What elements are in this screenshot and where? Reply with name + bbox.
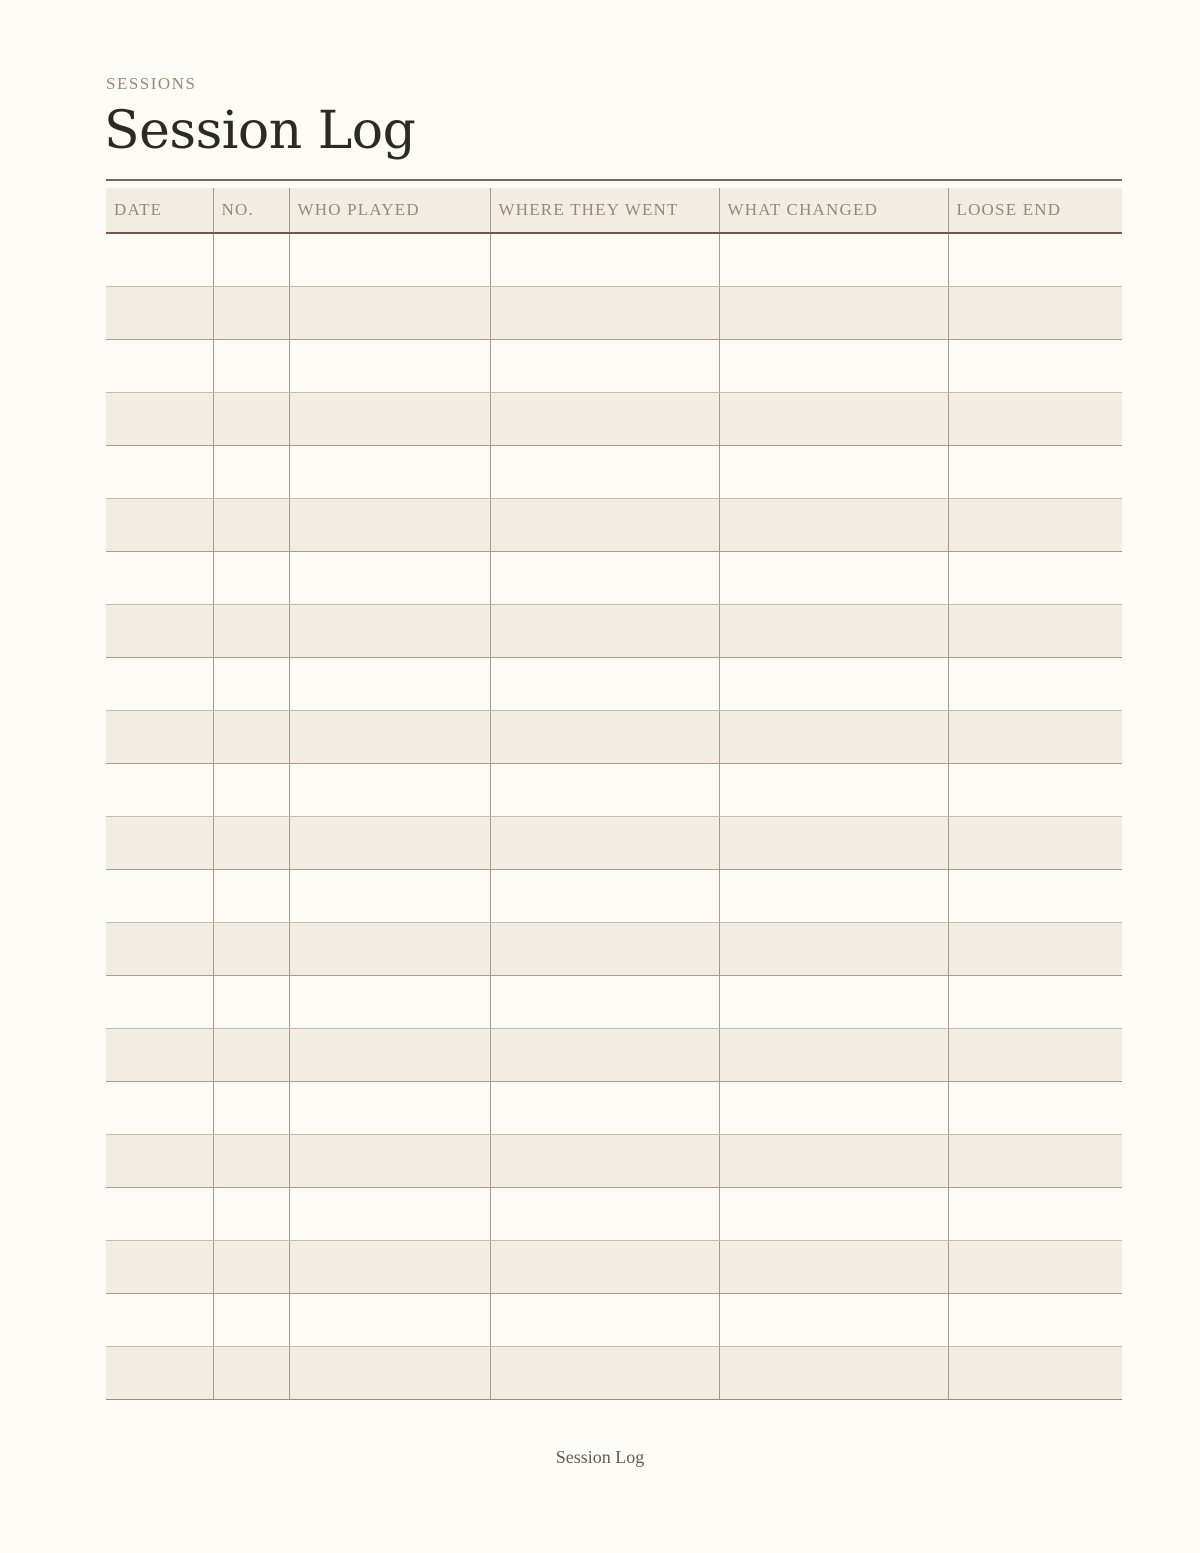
table-cell-loose-end[interactable]: [948, 1134, 1122, 1187]
table-cell-loose-end[interactable]: [948, 392, 1122, 445]
table-cell-loose-end[interactable]: [948, 922, 1122, 975]
table-cell-number[interactable]: [213, 869, 289, 922]
table-cell-date[interactable]: [106, 1346, 213, 1399]
table-cell-where-they-went[interactable]: [490, 498, 719, 551]
table-cell-number[interactable]: [213, 1346, 289, 1399]
table-cell-who-played[interactable]: [289, 975, 490, 1028]
table-cell-date[interactable]: [106, 816, 213, 869]
table-cell-who-played[interactable]: [289, 922, 490, 975]
table-cell-number[interactable]: [213, 763, 289, 816]
table-cell-number[interactable]: [213, 604, 289, 657]
table-cell-where-they-went[interactable]: [490, 233, 719, 286]
table-cell-number[interactable]: [213, 816, 289, 869]
table-cell-number[interactable]: [213, 551, 289, 604]
table-cell-where-they-went[interactable]: [490, 1240, 719, 1293]
table-cell-what-changed[interactable]: [719, 1187, 948, 1240]
table-cell-what-changed[interactable]: [719, 975, 948, 1028]
table-cell-who-played[interactable]: [289, 1293, 490, 1346]
table-cell-date[interactable]: [106, 392, 213, 445]
table-cell-what-changed[interactable]: [719, 604, 948, 657]
table-row: [106, 1081, 1122, 1134]
table-cell-date[interactable]: [106, 233, 213, 286]
table-cell-date[interactable]: [106, 657, 213, 710]
table-body: [106, 233, 1122, 1399]
table-cell-what-changed[interactable]: [719, 498, 948, 551]
table-cell-loose-end[interactable]: [948, 1346, 1122, 1399]
table-cell-what-changed[interactable]: [719, 657, 948, 710]
table-cell-who-played[interactable]: [289, 392, 490, 445]
table-cell-who-played[interactable]: [289, 286, 490, 339]
table-cell-loose-end[interactable]: [948, 498, 1122, 551]
session-log-table: [106, 188, 1122, 1400]
table-cell-what-changed[interactable]: [719, 286, 948, 339]
table-cell-where-they-went[interactable]: [490, 551, 719, 604]
table-cell-what-changed[interactable]: [719, 922, 948, 975]
table-cell-what-changed[interactable]: [719, 1081, 948, 1134]
column-header-what-changed: WHAT CHANGED: [719, 188, 948, 233]
table-cell-who-played[interactable]: [289, 710, 490, 763]
table-row: [106, 710, 1122, 763]
table-cell-who-played[interactable]: [289, 551, 490, 604]
table-cell-loose-end[interactable]: [948, 1028, 1122, 1081]
table-cell-loose-end[interactable]: [948, 763, 1122, 816]
table-cell-who-played[interactable]: [289, 445, 490, 498]
table-cell-date[interactable]: [106, 551, 213, 604]
table-cell-loose-end[interactable]: [948, 816, 1122, 869]
table-cell-who-played[interactable]: [289, 604, 490, 657]
table-row: [106, 286, 1122, 339]
table-cell-what-changed[interactable]: [719, 445, 948, 498]
table-row: [106, 392, 1122, 445]
table-row: [106, 763, 1122, 816]
table-cell-number[interactable]: [213, 975, 289, 1028]
table-row: [106, 1134, 1122, 1187]
table-cell-date[interactable]: [106, 975, 213, 1028]
table-cell-where-they-went[interactable]: [490, 922, 719, 975]
table-cell-number[interactable]: [213, 445, 289, 498]
table-cell-who-played[interactable]: [289, 1187, 490, 1240]
table-cell-loose-end[interactable]: [948, 286, 1122, 339]
table-row: [106, 1346, 1122, 1399]
table-cell-number[interactable]: [213, 1293, 289, 1346]
table-cell-what-changed[interactable]: [719, 710, 948, 763]
page-title: Session Log: [104, 101, 416, 161]
table-cell-what-changed[interactable]: [719, 233, 948, 286]
table-cell-what-changed[interactable]: [719, 869, 948, 922]
table-row: [106, 657, 1122, 710]
table-cell-loose-end[interactable]: [948, 551, 1122, 604]
table-cell-date[interactable]: [106, 498, 213, 551]
table-cell-number[interactable]: [213, 1240, 289, 1293]
table-cell-what-changed[interactable]: [719, 1028, 948, 1081]
column-header-number: NO.: [213, 188, 289, 233]
table-cell-where-they-went[interactable]: [490, 710, 719, 763]
table-cell-number[interactable]: [213, 498, 289, 551]
table-cell-what-changed[interactable]: [719, 551, 948, 604]
table-cell-loose-end[interactable]: [948, 604, 1122, 657]
table-cell-date[interactable]: [106, 869, 213, 922]
table-cell-who-played[interactable]: [289, 1240, 490, 1293]
table-cell-number[interactable]: [213, 1081, 289, 1134]
table-cell-number[interactable]: [213, 233, 289, 286]
column-header-who-played: WHO PLAYED: [289, 188, 490, 233]
table-cell-date[interactable]: [106, 445, 213, 498]
page-footer: Session Log: [555, 1447, 645, 1467]
table-cell-date[interactable]: [106, 1187, 213, 1240]
table-row: [106, 445, 1122, 498]
table-cell-what-changed[interactable]: [719, 1240, 948, 1293]
table-row: [106, 1028, 1122, 1081]
table-row: [106, 869, 1122, 922]
table-cell-date[interactable]: [106, 1028, 213, 1081]
table-cell-where-they-went[interactable]: [490, 286, 719, 339]
table-cell-number[interactable]: [213, 710, 289, 763]
table-row: [106, 339, 1122, 392]
table-cell-who-played[interactable]: [289, 869, 490, 922]
table-cell-number[interactable]: [213, 1028, 289, 1081]
table-row: [106, 975, 1122, 1028]
table-cell-who-played[interactable]: [289, 1081, 490, 1134]
table-cell-where-they-went[interactable]: [490, 763, 719, 816]
table-cell-where-they-went[interactable]: [490, 1187, 719, 1240]
table-cell-where-they-went[interactable]: [490, 1028, 719, 1081]
table-cell-loose-end[interactable]: [948, 445, 1122, 498]
table-cell-where-they-went[interactable]: [490, 1081, 719, 1134]
table-cell-date[interactable]: [106, 286, 213, 339]
table-row: [106, 551, 1122, 604]
table-cell-number[interactable]: [213, 1134, 289, 1187]
table-cell-where-they-went[interactable]: [490, 869, 719, 922]
table-cell-loose-end[interactable]: [948, 657, 1122, 710]
table-cell-loose-end[interactable]: [948, 339, 1122, 392]
table-cell-number[interactable]: [213, 339, 289, 392]
table-cell-where-they-went[interactable]: [490, 1134, 719, 1187]
table-cell-where-they-went[interactable]: [490, 392, 719, 445]
table-cell-loose-end[interactable]: [948, 233, 1122, 286]
table-cell-where-they-went[interactable]: [490, 339, 719, 392]
table-cell-number[interactable]: [213, 922, 289, 975]
table-header-row: [106, 188, 1122, 233]
table-cell-where-they-went[interactable]: [490, 816, 719, 869]
column-header-loose-end: LOOSE END: [948, 188, 1122, 233]
table-cell-loose-end[interactable]: [948, 975, 1122, 1028]
column-header-where-they-went: WHERE THEY WENT: [490, 188, 719, 233]
table-cell-loose-end[interactable]: [948, 1240, 1122, 1293]
table-row: [106, 1240, 1122, 1293]
table-cell-what-changed[interactable]: [719, 392, 948, 445]
table-cell-loose-end[interactable]: [948, 869, 1122, 922]
section-kicker: SESSIONS: [106, 74, 197, 93]
table-row: [106, 1293, 1122, 1346]
table-row: [106, 498, 1122, 551]
table-cell-where-they-went[interactable]: [490, 604, 719, 657]
table-cell-number[interactable]: [213, 286, 289, 339]
table-cell-who-played[interactable]: [289, 1134, 490, 1187]
table-cell-date[interactable]: [106, 710, 213, 763]
table-cell-date[interactable]: [106, 1240, 213, 1293]
table-row: [106, 1187, 1122, 1240]
table-cell-who-played[interactable]: [289, 763, 490, 816]
table-cell-where-they-went[interactable]: [490, 1346, 719, 1399]
table-row: [106, 922, 1122, 975]
table-cell-who-played[interactable]: [289, 498, 490, 551]
table-cell-what-changed[interactable]: [719, 1346, 948, 1399]
table-cell-number[interactable]: [213, 1187, 289, 1240]
table-cell-what-changed[interactable]: [719, 1134, 948, 1187]
table-cell-what-changed[interactable]: [719, 763, 948, 816]
table-cell-what-changed[interactable]: [719, 339, 948, 392]
table-cell-who-played[interactable]: [289, 1028, 490, 1081]
column-header-date: DATE: [106, 188, 213, 233]
table-cell-date[interactable]: [106, 763, 213, 816]
table-cell-who-played[interactable]: [289, 657, 490, 710]
table-cell-loose-end[interactable]: [948, 1081, 1122, 1134]
table-cell-where-they-went[interactable]: [490, 657, 719, 710]
table-cell-who-played[interactable]: [289, 1346, 490, 1399]
table-cell-date[interactable]: [106, 604, 213, 657]
table-row: [106, 604, 1122, 657]
table-cell-where-they-went[interactable]: [490, 1293, 719, 1346]
table-cell-loose-end[interactable]: [948, 1293, 1122, 1346]
table-row: [106, 816, 1122, 869]
table-cell-date[interactable]: [106, 922, 213, 975]
table-cell-who-played[interactable]: [289, 339, 490, 392]
table-cell-date[interactable]: [106, 1081, 213, 1134]
table-cell-number[interactable]: [213, 392, 289, 445]
table-row: [106, 233, 1122, 286]
table-cell-date[interactable]: [106, 339, 213, 392]
table-cell-where-they-went[interactable]: [490, 445, 719, 498]
table-cell-date[interactable]: [106, 1293, 213, 1346]
table-cell-what-changed[interactable]: [719, 816, 948, 869]
table-cell-loose-end[interactable]: [948, 1187, 1122, 1240]
table-cell-who-played[interactable]: [289, 816, 490, 869]
table-cell-number[interactable]: [213, 657, 289, 710]
title-divider: [106, 179, 1122, 181]
table-cell-date[interactable]: [106, 1134, 213, 1187]
table-cell-loose-end[interactable]: [948, 710, 1122, 763]
table-cell-where-they-went[interactable]: [490, 975, 719, 1028]
table-cell-what-changed[interactable]: [719, 1293, 948, 1346]
table-cell-who-played[interactable]: [289, 233, 490, 286]
